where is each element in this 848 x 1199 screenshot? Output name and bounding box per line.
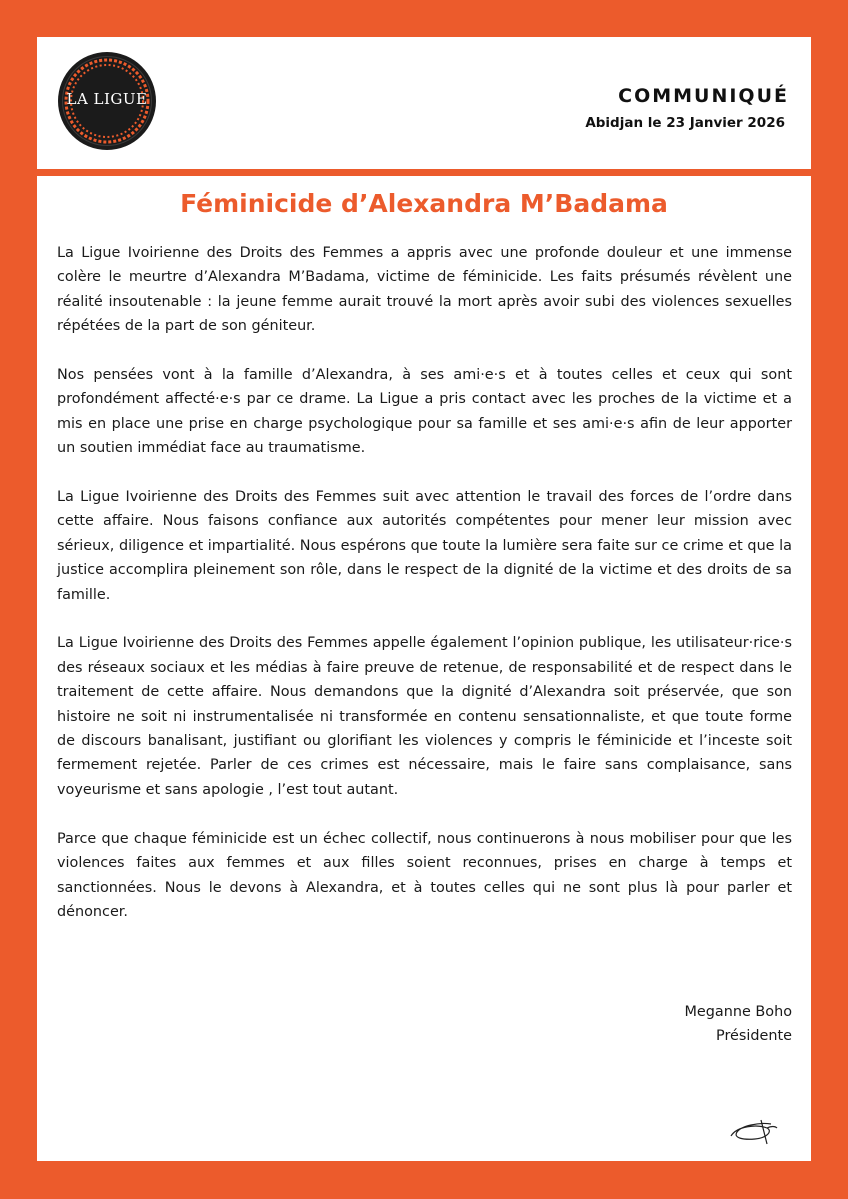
logo-text: LA LIGUE	[66, 90, 148, 108]
signatory-name: Meganne Boho	[684, 1004, 792, 1020]
communique-title: COMMUNIQUÉ	[618, 85, 789, 107]
signatory-role: Présidente	[716, 1028, 792, 1045]
body-text	[57, 241, 792, 949]
communique-date: Abidjan le 23 Janvier 2026	[585, 115, 785, 131]
headline: Féminicide d’Alexandra M’Badama	[180, 189, 668, 218]
paragraph: La Ligue Ivoirienne des Droits des Femmes appelle également l’opinion publique, les utilisateur·rice·s des réseaux sociaux et les médias à faire preuve de retenue, de responsabilité et de respect dans le traitement de cette affaire. Nous demandons que la dignité d’Alexandra soit préservée, que son histoire ne soit ni instrumentalisée ni transformée en contenu sensationnaliste, et que toute forme de discours banalisant, justifiant ou glorifiant les violences y compris le féminicide et l’inceste soit fermement rejetée. Parler de ces crimes est nécessaire, mais le faire sans complaisance, sans voyeurisme et sans apologie , l’est tout autant.	[57, 635, 792, 798]
paragraph: La Ligue Ivoirienne des Droits des Femmes suit avec attention le travail des forces de l’ordre dans cette affaire. Nous faisons confiance aux autorités compétentes pour mener leur mission avec sérieux, diligence et impartialité. Nous espérons que toute la lumière sera faite sur ce crime et que la justice accomplira pleinement son rôle, dans le respect de la dignité de la victime et des droits de sa famille.	[57, 489, 792, 603]
paragraph: Nos pensées vont à la famille d’Alexandra, à ses ami·e·s et à toutes celles et ceux qui sont profondément affecté·e·s par ce drame. La Ligue a pris contact avec les proches de la victime et a mis en place une prise en charge psychologique pour sa famille et ses ami·e·s afin de leur apporter un soutien immédiat face au traumatisme.	[57, 367, 792, 457]
paragraph: La Ligue Ivoirienne des Droits des Femmes a appris avec une profonde douleur et une immense colère le meurtre d’Alexandra M’Badama, victime de féminicide. Les faits présumés révèlent une réalité insoutenable : la jeune femme aurait trouvé la mort après avoir subi des violences sexuelles répétées de la part de son géniteur.	[57, 245, 792, 335]
header	[37, 37, 811, 169]
handwritten-signature-icon	[727, 1114, 783, 1150]
header-divider	[37, 169, 811, 176]
signature-block	[685, 1000, 793, 1049]
la-ligue-logo	[58, 52, 156, 150]
paragraph: Parce que chaque féminicide est un échec collectif, nous continuerons à nous mobiliser pour que les violences faites aux femmes et aux filles soient reconnues, prises en charge à temps et sanctionnées. Nous le devons à Alexandra, et à toutes celles qui ne sont plus là pour parler et dénoncer.	[57, 830, 792, 920]
press-release-page	[37, 37, 811, 1161]
